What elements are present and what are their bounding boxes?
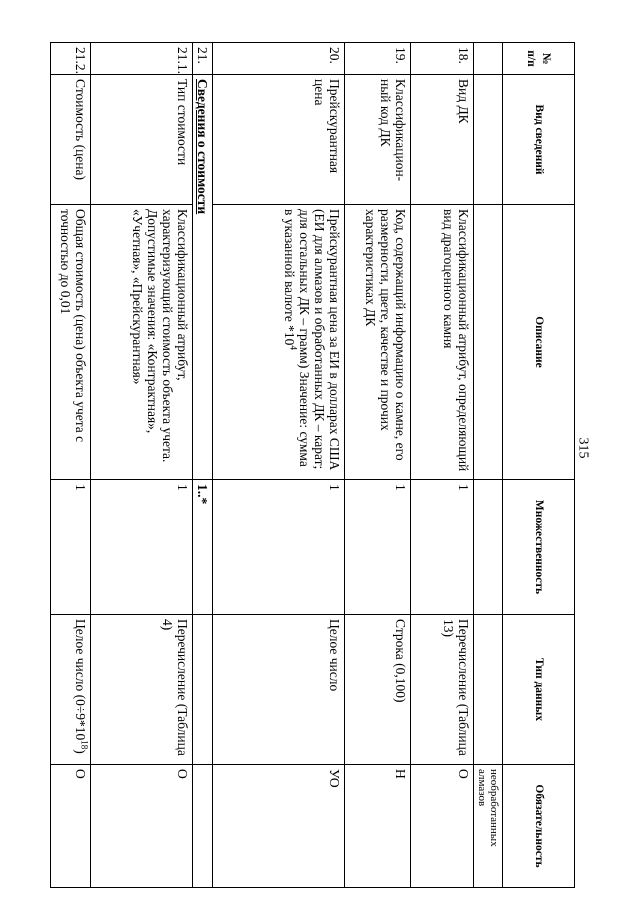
cell-num: 19. bbox=[345, 43, 411, 75]
cell-name: Стоимость (цена) bbox=[51, 75, 91, 205]
cell-num: 21. bbox=[193, 43, 213, 75]
header-type: Тип данных bbox=[503, 615, 575, 765]
rotated-table-container bbox=[0, 42, 575, 887]
header-name: Вид сведений bbox=[503, 75, 575, 205]
table-row bbox=[213, 43, 345, 888]
cell-name: Тип стоимости bbox=[91, 75, 193, 205]
cell-type-end: ) bbox=[73, 749, 88, 754]
cell-num: 18. bbox=[411, 43, 474, 75]
page-number: 315 bbox=[575, 437, 591, 459]
table-header-row bbox=[503, 43, 575, 888]
cell-req: УО bbox=[213, 765, 345, 888]
cell-name: Вид ДК bbox=[411, 75, 474, 205]
cell-mult: 1 bbox=[51, 480, 91, 615]
cell-desc: Классификационный атрибут, определяющий вид драгоценного камня bbox=[411, 205, 474, 480]
cell-type: Строка (0,100) bbox=[345, 615, 411, 765]
cell-mult: 1 bbox=[213, 480, 345, 615]
cell-name: Прейскурантная цена bbox=[213, 75, 345, 205]
cell-desc-text: Прейскурантная цена за ЕИ в долларах США (ЕИ для алмазов и обработанных ДК – карат; для остальных ДК – грамм) Значение: сумма в указанной валюте *10 bbox=[282, 209, 342, 471]
table-row bbox=[51, 43, 91, 888]
cell-req: О bbox=[91, 765, 193, 888]
cell-desc bbox=[213, 205, 345, 480]
table-row bbox=[91, 43, 193, 888]
cell-req: О bbox=[51, 765, 91, 888]
header-mult: Множественность bbox=[503, 480, 575, 615]
table-row-continuation bbox=[474, 43, 503, 888]
cell-req: Н bbox=[345, 765, 411, 888]
data-table bbox=[50, 42, 575, 888]
section-title: Сведения о стоимости bbox=[193, 75, 213, 480]
cell-desc: Код, содержащий информацию о камне, его размерности, цвете, качестве и прочих характеристиках ДК bbox=[345, 205, 411, 480]
cell-num: 20. bbox=[213, 43, 345, 75]
cell-mult: 1 bbox=[91, 480, 193, 615]
cell-desc: Общая стоимость (цена) объекта учета с точностью до 0,01 bbox=[51, 205, 91, 480]
cell-type bbox=[51, 615, 91, 765]
cell-desc-exponent: 4 bbox=[288, 345, 299, 350]
table-row-section bbox=[193, 43, 213, 888]
cell-num: 21.1. bbox=[91, 43, 193, 75]
header-desc: Описание bbox=[503, 205, 575, 480]
cell-name: Классификацион-ный код ДК bbox=[345, 75, 411, 205]
cell-num: 21.2. bbox=[51, 43, 91, 75]
cell-type-text: Целое число (0÷9*10 bbox=[73, 619, 88, 741]
cell-req-note: необработанных алмазов bbox=[474, 765, 503, 888]
cell-mult: 1 bbox=[345, 480, 411, 615]
cell-type-exponent: 18 bbox=[79, 740, 90, 750]
header-num: № п/п bbox=[503, 43, 575, 75]
cell-type: Перечисление (Таблица 4) bbox=[91, 615, 193, 765]
table-row bbox=[411, 43, 474, 888]
header-req: Обязательность bbox=[503, 765, 575, 888]
cell-desc: Классификационный атрибут, характеризующий стоимость объекта учета. Допустимые значения: «Контрактная», «Учетная», «Прейскурантная» bbox=[91, 205, 193, 480]
cell-type: Перечисление (Таблица 13) bbox=[411, 615, 474, 765]
cell-type: Целое число bbox=[213, 615, 345, 765]
cell-mult: 1..* bbox=[193, 480, 213, 615]
table-row bbox=[345, 43, 411, 888]
cell-mult: 1 bbox=[411, 480, 474, 615]
cell-req: О bbox=[411, 765, 474, 888]
